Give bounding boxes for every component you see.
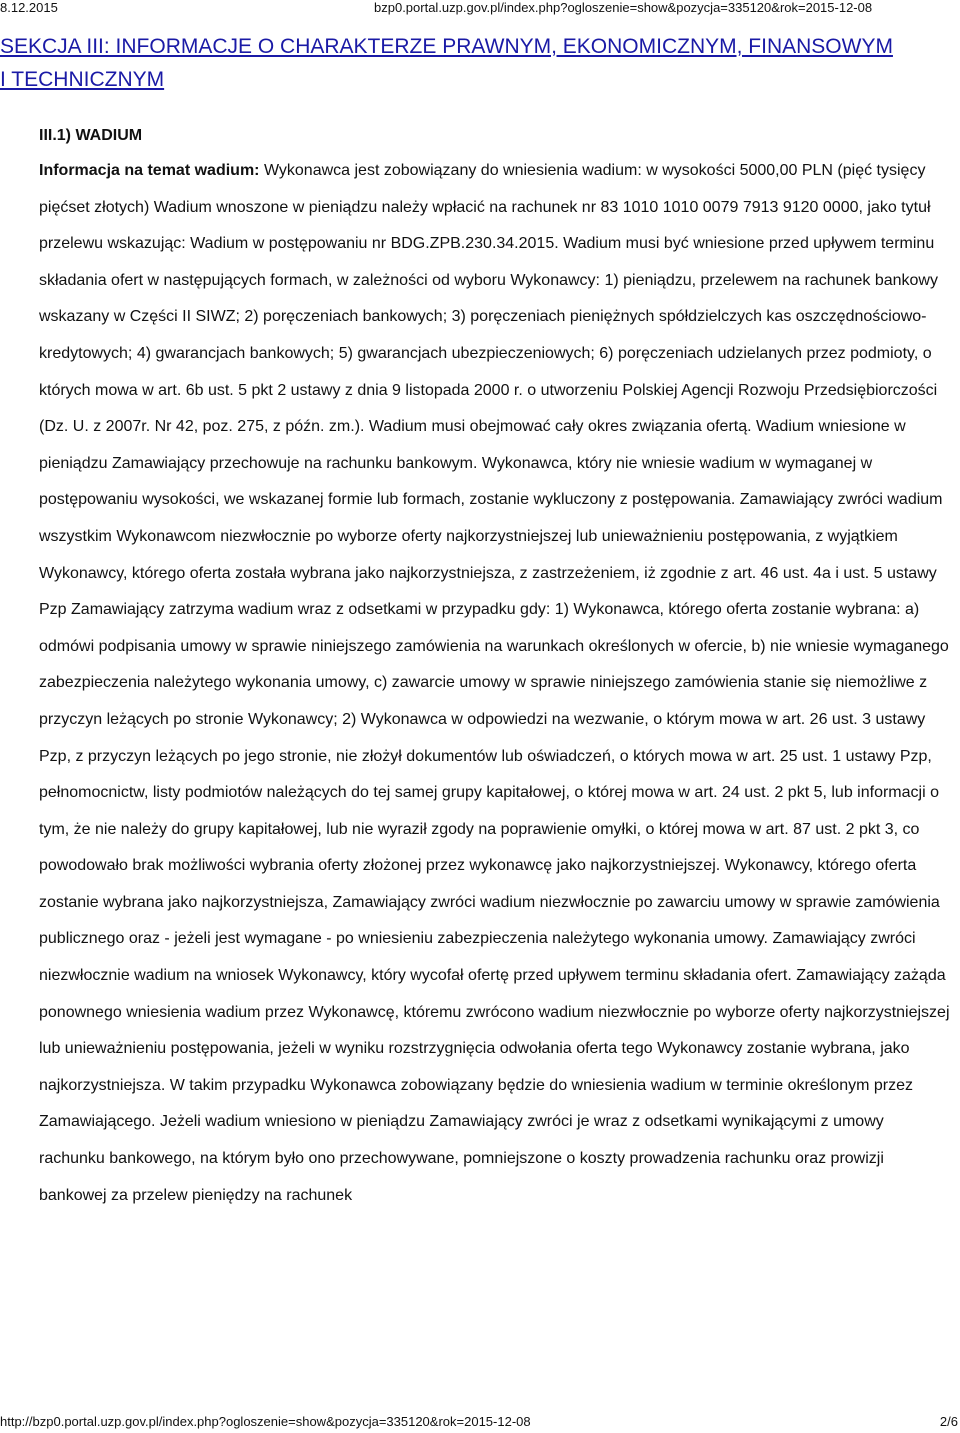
- print-footer: [0, 1414, 960, 1430]
- page-number: 2/6: [939, 1414, 958, 1429]
- wadium-text: Wykonawca jest zobowiązany do wniesienia wadium: w wysokości 5000,00 PLN (pięć tysięcy pięćset złotych) Wadium wnoszone w pieniądzu należy wpłacić na rachunek nr 83 1010 1010 0079 7913 9120 0000, jako tytuł przelewu wskazując: Wadium w postępowaniu nr BDG.ZPB.230.34.2015. Wadium musi być wniesione przed upływem terminu składania ofert w następujących formach, w zależności od wyboru Wykonawcy: 1) pieniądzu, przelewem na rachunek bankowy wskazany w Części II SIWZ; 2) poręczeniach bankowych; 3) poręczeniach pieniężnych spółdzielczych kas oszczędnościowo-kredytowych; 4) gwarancjach bankowych; 5) gwarancjach ubezpieczeniowych; 6) poręczeniach udzielanych przez podmioty, o których mowa w art. 6b ust. 5 pkt 2 ustawy z dnia 9 listopada 2000 r. o utworzeniu Polskiej Agencji Rozwoju Przedsiębiorczości (Dz. U. z 2007r. Nr 42, poz. 275, z późn. zm.). Wadium musi obejmować cały okres związania ofertą. Wadium wniesione w pieniądzu Zamawiający przechowuje na rachunku bankowym. Wykonawca, który nie wniesie wadium w wymaganej w postępowaniu wysokości, we wskazanej formie lub formach, zostanie wykluczony z postępowania. Zamawiający zwróci wadium wszystkim Wykonawcom niezwłocznie po wyborze oferty najkorzystniejszej lub unieważnieniu postępowania, z wyjątkiem Wykonawcy, którego oferta została wybrana jako najkorzystniejsza, z zastrzeżeniem, iż zgodnie z art. 46 ust. 4a i ust. 5 ustawy Pzp Zamawiający zatrzyma wadium wraz z odsetkami w przypadku gdy: 1) Wykonawca, którego oferta zostanie wybrana: a) odmówi podpisania umowy w sprawie niniejszego zamówienia na warunkach określonych w ofercie, b) nie wniesie wymaganego zabezpieczenia należytego wykonania umowy, c) zawarcie umowy w sprawie niniejszego zamówienia stanie się niemożliwe z przyczyn leżących po stronie Wykonawcy; 2) Wykonawca w odpowiedzi na wezwanie, o którym mowa w art. 26 ust. 3 ustawy Pzp, z przyczyn leżących po jego stronie, nie złożył dokumentów lub oświadczeń, o których mowa w art. 25 ust. 1 ustawy Pzp, pełnomocnictw, listy podmiotów należących do tej samej grupy kapitałowej, o której mowa w art. 24 ust. 2 pkt 5, lub informacji o tym, że nie należy do grupy kapitałowej, lub nie wyraził zgody na poprawienie omyłki, o której mowa w art. 87 ust. 2 pkt 3, co powodowało brak możliwości wybrania oferty złożonej przez wykonawcę jako najkorzystniejszej. Wykonawcy, którego oferta zostanie wybrana jako najkorzystniejsza, Zamawiający zwróci wadium niezwłocznie po zawarciu umowy w sprawie zamówienia publicznego oraz - jeżeli jest wymagane - po wniesieniu zabezpieczenia należytego wykonania umowy. Zamawiający zwróci niezwłocznie wadium na wniosek Wykonawcy, który wycofał ofertę przed upływem terminu składania ofert. Zamawiający zażąda ponownego wniesienia wadium przez Wykonawcę, któremu zwrócono wadium niezwłocznie po wyborze oferty najkorzystniejszej lub unieważnieniu postępowania, jeżeli w wyniku rozstrzygnięcia odwołania oferta tego Wykonawcy zostanie wybrana, jako najkorzystniejsza. W takim przypadku Wykonawca zobowiązany będzie do wniesienia wadium w terminie określonym przez Zamawiającego. Jeżeli wadium wniesiono w pieniądzu Zamawiający zwróci je wraz z odsetkami wynikającymi z umowy rachunku bankowego, na którym było ono przechowywane, pomniejszone o koszty prowadzenia rachunku oraz prowizji bankowej za przelew pieniędzy na rachunek: [39, 162, 950, 1204]
- print-date: 8.12.2015: [0, 0, 58, 15]
- print-header: [0, 0, 960, 16]
- section-title: SEKCJA III: INFORMACJE O CHARAKTERZE PRAWNYM, EKONOMICZNYM, FINANSOWYM I TECHNICZNYM: [0, 35, 893, 91]
- subsection-heading: III.1) WADIUM: [39, 127, 143, 144]
- print-header-url: bzp0.portal.uzp.gov.pl/index.php?ogloszenie=show&pozycja=335120&rok=2015-12-08: [374, 0, 873, 15]
- document-content: [39, 119, 954, 1214]
- print-footer-url: http://bzp0.portal.uzp.gov.pl/index.php?ogloszenie=show&pozycja=335120&rok=2015-12-08: [0, 1414, 531, 1429]
- wadium-paragraph: [39, 153, 954, 1214]
- wadium-label: Informacja na temat wadium:: [39, 162, 260, 179]
